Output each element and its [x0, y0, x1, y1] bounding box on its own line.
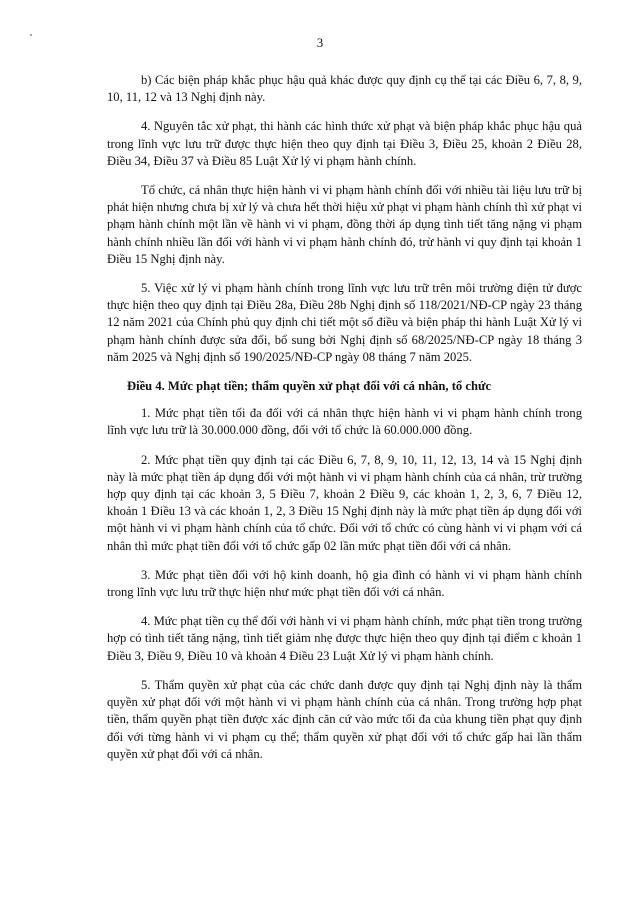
paragraph-remedial-measures: b) Các biện pháp khắc phục hậu quả khác được quy định cụ thể tại các Điều 6, 7, 8, 9, 10, 11, 12 và 13 Nghị định này.	[107, 73, 582, 105]
paragraph-household-fines: 3. Mức phạt tiền đối với hộ kinh doanh, hộ gia đình có hành vi vi phạm hành chính trong lĩnh vực lưu trữ thực hiện như mức phạt tiền đối với cá nhân.	[107, 567, 582, 600]
paragraph-specific-fines: 4. Mức phạt tiền cụ thể đối với hành vi vi phạm hành chính, mức phạt tiền trong trường hợp có tình tiết tăng nặng, tình tiết giảm nhẹ được thực hiện theo quy định tại điểm c khoản 1 Điều 3, Điều 9, Điều 10 và khoản 4 Điều 23 Luật Xử lý vi phạm hành chính.	[107, 614, 582, 663]
paragraph-max-fine: 1. Mức phạt tiền tối đa đối với cá nhân thực hiện hành vi vi phạm hành chính trong lĩnh vực lưu trữ là 30.000.000 đồng, đối với tổ chức là 60.000.000 đồng.	[107, 406, 582, 438]
paragraph-electronic-handling: 5. Việc xử lý vi phạm hành chính trong lĩnh vực lưu trữ trên môi trường điện tử được thực hiện theo quy định tại Điều 28a, Điều 28b Nghị định số 118/2021/NĐ-CP ngày 23 tháng 12 năm 2021 của Chính phủ quy định chi tiết một số điều và biện pháp thi hành Luật Xử lý vi phạm hành chính được sửa đổi, bổ sung bởi Nghị định số 68/2025/NĐ-CP ngày 18 tháng 3 năm 2025 và Nghị định số 190/2025/NĐ-CP ngày 08 tháng 7 năm 2025.	[107, 281, 582, 364]
paragraph-fine-application: 2. Mức phạt tiền quy định tại các Điều 6, 7, 8, 9, 10, 11, 12, 13, 14 và 15 Nghị định này là mức phạt tiền áp dụng đối với một hành vi vi phạm hành chính của cá nhân, trừ trường hợp quy định tại các khoản 3, 5 Điều 7, khoản 2 Điều 9, các khoản 1, 2, 3, 6, 7 Điều 12, khoản 1 Điều 13 và các khoản 1, 2, 3 Điều 15 Nghị định này là mức phạt tiền áp dụng đối với một hành vi vi phạm hành chính của tổ chức. Đối với tổ chức có cùng hành vi vi phạm với cá nhân thì mức phạt tiền đối với tổ chức gấp 02 lần mức phạt tiền đối với cá nhân.	[107, 452, 582, 553]
document-body	[107, 72, 582, 775]
paragraph-sanction-principles: 4. Nguyên tắc xử phạt, thi hành các hình thức xử phạt và biện pháp khắc phục hậu quả trong lĩnh vực lưu trữ được thực hiện theo quy định tại Điều 3, Điều 25, khoản 2 Điều 28, Điều 34, Điều 37 và Điều 85 Luật Xử lý vi phạm hành chính.	[107, 119, 582, 168]
page-number: 3	[316, 36, 324, 50]
paragraph-sanction-authority: 5. Thẩm quyền xử phạt của các chức danh được quy định tại Nghị định này là thẩm quyền xử phạt đối với một hành vi vi phạm hành chính của cá nhân. Trong trường hợp phạt tiền, thẩm quyền phạt tiền được xác định căn cứ vào mức tối đa của khung tiền phạt quy định đối với từng hành vi vi phạm cụ thể; thẩm quyền xử phạt đối với tổ chức gấp hai lần thẩm quyền xử phạt đối với cá nhân.	[107, 677, 582, 761]
paragraph-multiple-violations: Tổ chức, cá nhân thực hiện hành vi vi phạm hành chính đối với nhiều tài liệu lưu trữ bị phát hiện nhưng chưa bị xử lý và chưa hết thời hiệu xử phạt vi phạm hành chính thì xử phạt vi phạm hành chính một lần về hành vi vi phạm, đồng thời áp dụng tình tiết tăng nặng vi phạm hành chính nhiều lần đối với hành vi vi phạm hành chính đó, trừ hành vi quy định tại khoản 1 Điều 15 Nghị định này.	[107, 183, 582, 266]
article-4-heading: Điều 4. Mức phạt tiền; thẩm quyền xử phạt đối với cá nhân, tổ chức	[127, 379, 492, 394]
